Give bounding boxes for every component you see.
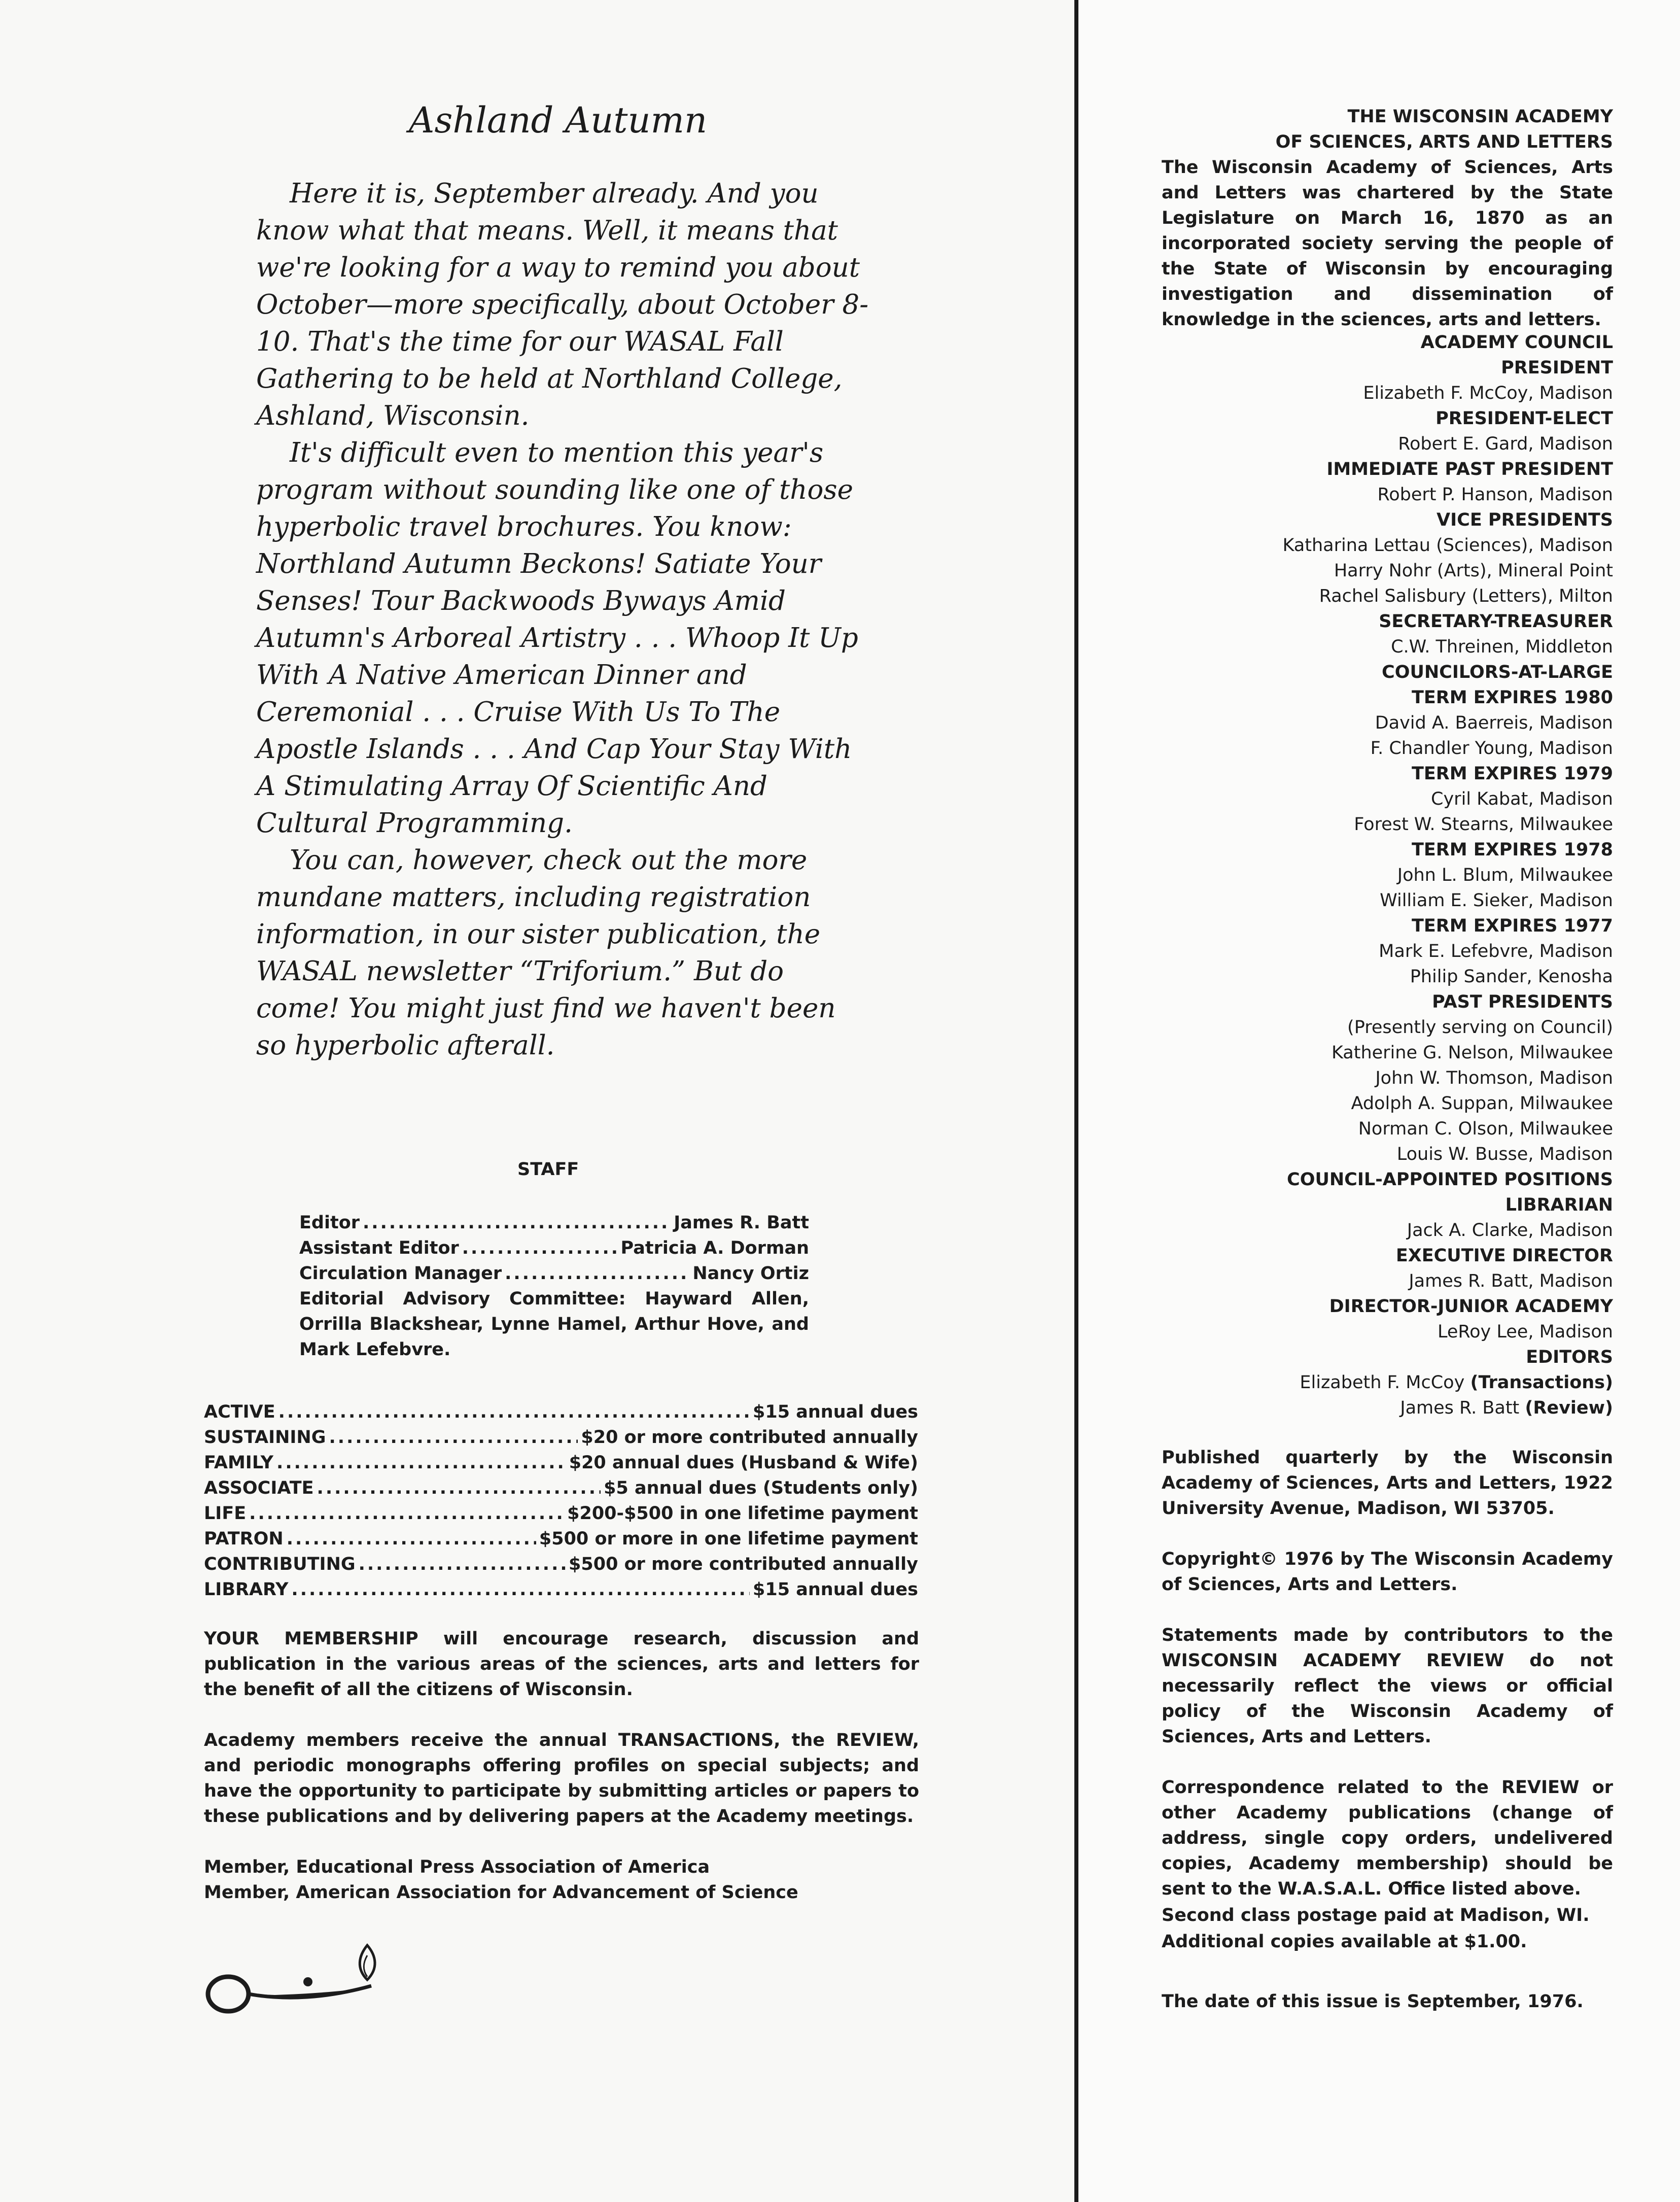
leader-dots [359, 1552, 566, 1577]
member-name: David A. Baerreis, Madison [1375, 713, 1613, 733]
editorial-paragraph: It's difficult even to mention this year's program without sounding like one of those hyperbolic travel brochures. You know: Northland Autumn Beckons! Satiate Your Senses! Tour Backwoods Byways Amid Autumn's Arboreal Artistry . . . Whoop It Up With A Native American Dinner and Ceremonial . . . Cruise With Us To The Apostle Islands . . . And Cap Your Stay With A Stimulating Array Of Scientific And Cultural Programming. [256, 437, 858, 839]
section-heading: EDITORS [1526, 1347, 1613, 1367]
section-heading: IMMEDIATE PAST PRESIDENT [1326, 459, 1613, 479]
editorial-body [256, 175, 870, 1064]
academy-name-line: OF SCIENCES, ARTS AND LETTERS [1275, 132, 1613, 152]
membership-list [204, 1399, 918, 1602]
member-name: Robert E. Gard, Madison [1398, 434, 1613, 454]
membership-row [204, 1425, 918, 1450]
term-heading: TERM EXPIRES 1979 [1412, 764, 1613, 784]
staff-role: Assistant Editor [299, 1238, 459, 1258]
member-name: Louis W. Busse, Madison [1396, 1144, 1613, 1164]
membership-level: ACTIVE [204, 1402, 275, 1422]
member-name: Forest W. Stearns, Milwaukee [1354, 814, 1613, 835]
member-name: Norman C. Olson, Milwaukee [1358, 1119, 1613, 1139]
members-receive-text [204, 1728, 919, 1829]
academy-header [1162, 104, 1613, 155]
term-heading: TERM EXPIRES 1980 [1412, 687, 1613, 708]
correspondence-paragraph: Correspondence related to the REVIEW or other Academy publications (change of address, single copy orders, undelivered copies, Academy membership) should be sent to the W.A.S.A.L. Office listed above. [1162, 1777, 1613, 1899]
council-heading: ACADEMY COUNCIL [1420, 332, 1613, 353]
membership-dues: $20 annual dues (Husband & Wife) [569, 1453, 918, 1473]
statements-paragraph: Statements made by contributors to the WISCONSIN ACADEMY REVIEW do not necessarily reflect the views or official policy of the Wisconsin Academy of Sciences, Arts and Letters. [1162, 1625, 1613, 1747]
leader-dots [287, 1526, 536, 1552]
editorial-paragraph: You can, however, check out the more mundane matters, including registration information, in our sister publication, the WASAL newsletter “Triforium.” But do come! You might just find we haven't been so hyperbolic afterall. [256, 845, 836, 1061]
editor-name: James R. Batt [1400, 1398, 1520, 1418]
membership-level: PATRON [204, 1529, 284, 1549]
section-heading: PRESIDENT-ELECT [1436, 408, 1613, 429]
staff-name: James R. Batt [674, 1213, 809, 1233]
term-heading: TERM EXPIRES 1977 [1412, 916, 1613, 936]
member-name: LeRoy Lee, Madison [1437, 1322, 1613, 1342]
affiliation-line: Member, Educational Press Association of America [204, 1857, 710, 1877]
your-membership-paragraph: YOUR MEMBERSHIP will encourage research, discussion and publication in the various areas of the sciences, arts and letters for the benefit of all the citizens of Wisconsin. [204, 1629, 919, 1700]
section-heading: PAST PRESIDENTS [1432, 992, 1613, 1012]
membership-dues: $15 annual dues [753, 1579, 918, 1600]
leader-dots [505, 1261, 689, 1286]
leader-dots [317, 1475, 601, 1501]
membership-row [204, 1450, 918, 1475]
member-name: F. Chandler Young, Madison [1370, 738, 1613, 759]
postage-line: Second class postage paid at Madison, WI. [1162, 1905, 1590, 1925]
leader-dots [249, 1501, 564, 1526]
member-name: Jack A. Clarke, Madison [1407, 1220, 1613, 1241]
member-name: William E. Sieker, Madison [1380, 890, 1613, 911]
staff-row-circulation-manager [299, 1261, 809, 1286]
copyright-notice [1162, 1546, 1613, 1597]
membership-level: LIBRARY [204, 1579, 289, 1600]
published-paragraph: Published quarterly by the Wisconsin Academy of Sciences, Arts and Letters, 1922 University Avenue, Madison, WI 53705. [1162, 1448, 1613, 1519]
published-notice [1162, 1445, 1613, 1521]
members-receive-paragraph: Academy members receive the annual TRANSACTIONS, the REVIEW, and periodic monographs offering profiles on special subjects; and have the opportunity to participate by submitting articles or papers to these publications and by delivering papers at the Academy meetings. [204, 1730, 919, 1827]
membership-row [204, 1577, 918, 1602]
membership-dues: $15 annual dues [753, 1402, 918, 1422]
statements-notice [1162, 1623, 1613, 1749]
column-divider [1074, 0, 1078, 2202]
section-heading: VICE PRESIDENTS [1437, 510, 1613, 530]
issue-date-line: The date of this issue is September, 1976. [1162, 1991, 1584, 2012]
your-membership-text [204, 1626, 919, 1702]
copies-line: Additional copies available at $1.00. [1162, 1932, 1527, 1952]
correspondence-notice [1162, 1775, 1613, 1954]
staff-heading: STAFF [517, 1159, 579, 1180]
past-presidents-note: (Presently serving on Council) [1347, 1017, 1613, 1038]
member-name: Elizabeth F. McCoy, Madison [1363, 383, 1613, 403]
leader-dots [363, 1210, 671, 1235]
membership-level: FAMILY [204, 1453, 274, 1473]
membership-row [204, 1475, 918, 1501]
member-name: Mark E. Lefebvre, Madison [1379, 941, 1613, 961]
membership-row [204, 1526, 918, 1552]
section-heading: PRESIDENT [1501, 358, 1613, 378]
member-name: Robert P. Hanson, Madison [1377, 485, 1613, 505]
editor-name: Elizabeth F. McCoy [1300, 1372, 1465, 1393]
leader-dots [462, 1235, 618, 1261]
member-name: Adolph A. Suppan, Milwaukee [1351, 1093, 1613, 1114]
editorial-title: Ashland Autumn [408, 99, 708, 141]
staff-name: Patricia A. Dorman [620, 1238, 809, 1258]
staff-role: Editor [299, 1213, 360, 1233]
section-heading: LIBRARIAN [1505, 1195, 1613, 1215]
member-name: Katherine G. Nelson, Milwaukee [1331, 1043, 1613, 1063]
editor-line [1162, 1395, 1613, 1421]
member-name: Harry Nohr (Arts), Mineral Point [1334, 561, 1613, 581]
staff-role: Circulation Manager [299, 1263, 502, 1284]
affiliation-line: Member, American Association for Advancement of Science [204, 1882, 798, 1903]
member-name: Rachel Salisbury (Letters), Milton [1319, 586, 1613, 606]
section-heading: COUNCIL-APPOINTED POSITIONS [1287, 1169, 1613, 1190]
leader-dots [329, 1425, 578, 1450]
editor-line [1162, 1370, 1613, 1395]
membership-level: ASSOCIATE [204, 1478, 314, 1498]
member-name: Cyril Kabat, Madison [1431, 789, 1613, 809]
editorial-paragraph: Here it is, September already. And you know what that means. Well, it means that we're looking for a way to remind you about October—more specifically, about October 8-10. That's the time for our WASAL Fall Gathering to be held at Northland College, Ashland, Wisconsin. [256, 178, 869, 431]
membership-level: CONTRIBUTING [204, 1554, 356, 1574]
editorial-advisory-committee: Editorial Advisory Committee: Hayward Allen, Orrilla Blackshear, Lynne Hamel, Arthur Hove, and Mark Lefebvre. [299, 1289, 809, 1360]
membership-level: SUSTAINING [204, 1427, 326, 1448]
section-heading: COUNCILORS-AT-LARGE [1382, 662, 1613, 682]
editor-publication: (Transactions) [1470, 1372, 1613, 1393]
affiliations [204, 1854, 919, 1905]
issue-date [1162, 1989, 1613, 2014]
copyright-paragraph: Copyright© 1976 by The Wisconsin Academy of Sciences, Arts and Letters. [1162, 1549, 1613, 1595]
membership-dues: $20 or more contributed annually [581, 1427, 918, 1448]
section-heading: EXECUTIVE DIRECTOR [1395, 1246, 1613, 1266]
member-name: Philip Sander, Kenosha [1410, 967, 1613, 987]
academy-intro: The Wisconsin Academy of Sciences, Arts and Letters was chartered by the State Legislature on March 16, 1870 as an incorporated society serving the people of the State of Wisconsin by encouraging investigation and dissemination of knowledge in the sciences, arts and letters. [1162, 157, 1613, 330]
membership-row [204, 1399, 918, 1425]
staff-row-assistant-editor [299, 1235, 809, 1261]
member-name: John L. Blum, Milwaukee [1397, 865, 1613, 885]
member-name: C.W. Threinen, Middleton [1391, 637, 1613, 657]
membership-level: LIFE [204, 1503, 247, 1524]
membership-row [204, 1501, 918, 1526]
editor-publication: (Review) [1525, 1398, 1613, 1418]
leader-dots [278, 1399, 750, 1425]
lamp-logo-icon [204, 1943, 387, 2019]
section-heading: DIRECTOR-JUNIOR ACADEMY [1329, 1296, 1613, 1317]
section-heading: SECRETARY-TREASURER [1379, 611, 1613, 632]
member-name: James R. Batt, Madison [1409, 1271, 1613, 1291]
membership-dues: $500 or more contributed annually [569, 1554, 918, 1574]
member-name: Katharina Lettau (Sciences), Madison [1282, 535, 1613, 556]
member-name: John W. Thomson, Madison [1375, 1068, 1613, 1088]
staff-row-editor [299, 1210, 809, 1235]
staff-list [299, 1210, 809, 1362]
leader-dots [276, 1450, 566, 1475]
membership-row [204, 1552, 918, 1577]
staff-name: Nancy Ortiz [692, 1263, 809, 1284]
academy-name-line: THE WISCONSIN ACADEMY [1347, 107, 1613, 127]
membership-dues: $500 or more in one lifetime payment [539, 1529, 918, 1549]
membership-dues: $5 annual dues (Students only) [604, 1478, 918, 1498]
academy-council [1162, 330, 1613, 1421]
term-heading: TERM EXPIRES 1978 [1412, 840, 1613, 860]
membership-dues: $200-$500 in one lifetime payment [567, 1503, 918, 1524]
leader-dots [291, 1577, 750, 1602]
